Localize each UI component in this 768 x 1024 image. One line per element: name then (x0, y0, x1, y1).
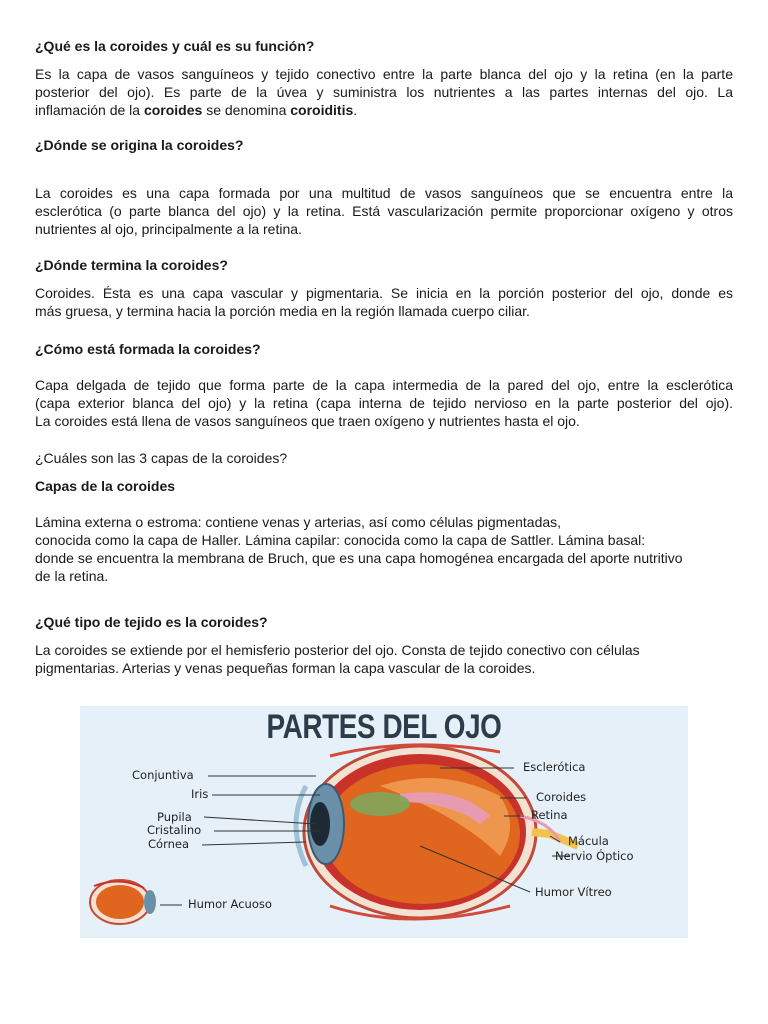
paragraph-donde-origina (35, 184, 733, 238)
paragraph-que-es (35, 65, 733, 119)
text-line: Capa delgada de tejido que forma parte de la capa intermedia de la pared del ojo, entre la esclerótica (35, 377, 733, 393)
paragraph-como-formada (35, 376, 733, 430)
text-line: de la retina. (35, 568, 109, 584)
text-line: posterior del ojo). Es parte de la úvea y suministra los nutrientes a las partes internas del ojo. La (35, 84, 733, 100)
text-line: La coroides es una capa formada por una multitud de vasos sanguíneos que se encuentra entre la (35, 185, 733, 201)
text-line: pigmentarias. Arterias y venas pequeñas forman la capa vascular de la coroides. (35, 660, 536, 676)
label-humor-acuoso: Humor Acuoso (188, 897, 272, 911)
text-line: más gruesa, y termina hacia la porción media en la región llamada cuerpo ciliar. (35, 303, 530, 319)
label-nervio-optico: Nervio Óptico (555, 849, 634, 863)
text-line (35, 101, 733, 119)
figure-title: PARTES DEL OJO (266, 708, 502, 746)
bold-term-coroiditis: coroiditis (290, 102, 354, 118)
text-line: Es la capa de vasos sanguíneos y tejido conectivo entre la parte blanca del ojo y la retina (en la parte (35, 66, 733, 82)
text-line: Coroides. Ésta es una capa vascular y pigmentaria. Se inicia en la porción posterior del ojo, donde es (35, 285, 733, 301)
label-conjuntiva: Conjuntiva (132, 768, 194, 782)
text-line: donde se encuentra la membrana de Bruch, que es una capa homogénea encargada del aporte nutritivo (35, 550, 683, 566)
question-tres-capas: ¿Cuáles son las 3 capas de la coroides? (35, 450, 288, 466)
text-line: (capa exterior blanca del ojo) y la retina (capa interna de tejido nervioso en la parte posterior del ojo). (35, 395, 733, 411)
label-cristalino: Cristalino (147, 823, 202, 837)
paragraph-capas (35, 513, 733, 585)
small-eye-illustration (90, 880, 156, 924)
text-line: La coroides se extiende por el hemisferio posterior del ojo. Consta de tejido conectivo con células (35, 642, 640, 658)
heading-capas: Capas de la coroides (35, 478, 176, 494)
heading-que-es: ¿Qué es la coroides y cuál es su función? (35, 38, 315, 54)
label-esclerotica: Esclerótica (523, 760, 586, 774)
heading-donde-termina: ¿Dónde termina la coroides? (35, 257, 228, 273)
text-line: La coroides está llena de vasos sanguíneos que traen oxígeno y nutrientes hasta el ojo. (35, 413, 580, 429)
text-run: . (353, 102, 358, 118)
heading-como-formada: ¿Cómo está formada la coroides? (35, 341, 261, 357)
text-line: Lámina externa o estroma: contiene venas y arterias, así como células pigmentadas, (35, 514, 562, 530)
label-pupila: Pupila (157, 810, 192, 824)
heading-donde-origina: ¿Dónde se origina la coroides? (35, 137, 244, 153)
heading-tipo-tejido: ¿Qué tipo de tejido es la coroides? (35, 614, 268, 630)
text-line: conocida como la capa de Haller. Lámina capilar: conocida como la capa de Sattler. Lámina basal: (35, 532, 646, 548)
bold-term-coroides: coroides (143, 102, 203, 118)
label-iris: Iris (191, 787, 209, 801)
text-run: se denomina (202, 102, 291, 118)
label-humor-vitreo: Humor Vítreo (535, 885, 612, 899)
label-cornea: Córnea (148, 837, 190, 851)
label-macula: Mácula (568, 834, 609, 848)
text-run: inflamación de la (35, 102, 144, 118)
text-line: esclerótica (o parte blanca del ojo) y la retina. Está vascularización permite proporcionar oxígeno y otros (35, 203, 733, 219)
label-retina: Retina (531, 808, 568, 822)
label-coroides: Coroides (536, 790, 587, 804)
paragraph-donde-termina (35, 284, 733, 320)
text-line: nutrientes al ojo, principalmente a la retina. (35, 221, 302, 237)
eye-diagram-figure (80, 706, 688, 938)
paragraph-tipo-tejido (35, 641, 733, 677)
